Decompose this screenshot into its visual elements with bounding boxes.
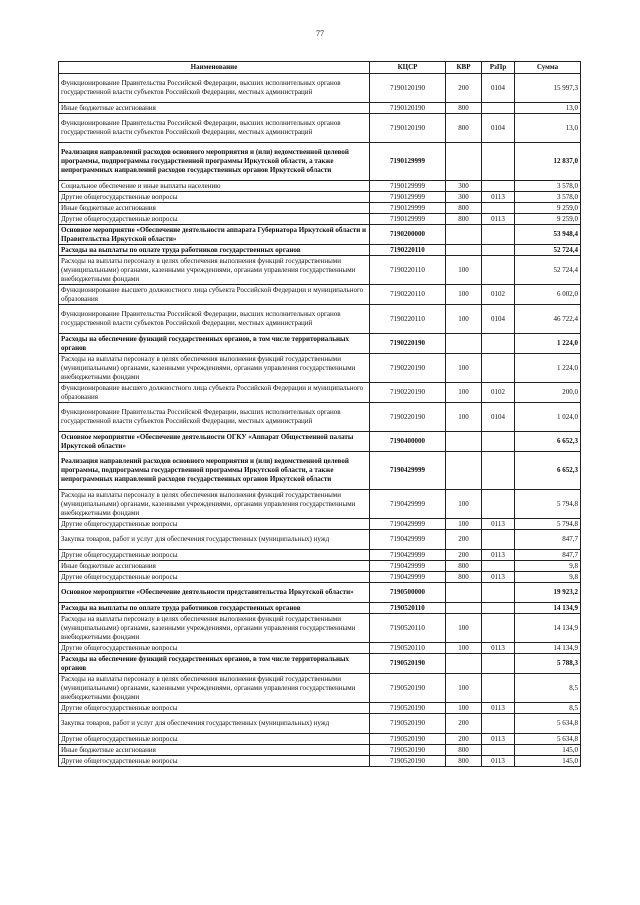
- cell-kvr: 800: [446, 756, 482, 767]
- cell-kvr: 100: [446, 519, 482, 530]
- cell-kcsr: 7190220190: [370, 383, 446, 403]
- cell-kcsr: 7190429999: [370, 530, 446, 550]
- cell-kcsr: 7190429999: [370, 519, 446, 530]
- table-row: [59, 583, 581, 603]
- cell-sum: 5 634,8: [515, 734, 581, 745]
- cell-kcsr: 7190429999: [370, 452, 446, 490]
- table-row: [59, 745, 581, 756]
- table-row: [59, 285, 581, 305]
- cell-name: Другие общегосударственные вопросы: [59, 703, 370, 714]
- cell-kcsr: 7190520190: [370, 674, 446, 703]
- cell-name: Другие общегосударственные вопросы: [59, 192, 370, 203]
- cell-kvr: 100: [446, 703, 482, 714]
- table-row: [59, 403, 581, 432]
- cell-sum: 5 794,8: [515, 519, 581, 530]
- cell-kvr: 800: [446, 203, 482, 214]
- cell-kvr: [446, 334, 482, 354]
- table-row: [59, 203, 581, 214]
- cell-rzpr: [482, 256, 515, 285]
- cell-sum: 52 724,4: [515, 245, 581, 256]
- table-row: [59, 572, 581, 583]
- table-header-row: [59, 62, 581, 74]
- cell-sum: 14 134,9: [515, 614, 581, 643]
- cell-sum: 46 722,4: [515, 305, 581, 334]
- cell-rzpr: 0102: [482, 383, 515, 403]
- cell-kvr: 100: [446, 490, 482, 519]
- cell-name: Другие общегосударственные вопросы: [59, 214, 370, 225]
- cell-name: Социальное обеспечение и иные выплаты населению: [59, 181, 370, 192]
- cell-sum: 13,0: [515, 114, 581, 143]
- cell-kcsr: 7190120190: [370, 114, 446, 143]
- cell-kvr: 800: [446, 103, 482, 114]
- cell-kvr: [446, 225, 482, 245]
- cell-name: Расходы на выплаты персоналу в целях обеспечения выполнения функций государственными (муниципальными) органами, казенными учреждениями, органами управления государственными внебюджетными фондами: [59, 354, 370, 383]
- cell-kvr: 100: [446, 614, 482, 643]
- table-row: [59, 703, 581, 714]
- cell-sum: 1 024,0: [515, 403, 581, 432]
- cell-name: Расходы на выплаты по оплате труда работников государственных органов: [59, 245, 370, 256]
- cell-sum: 52 724,4: [515, 256, 581, 285]
- cell-sum: 847,7: [515, 550, 581, 561]
- cell-sum: 5 788,3: [515, 654, 581, 674]
- cell-rzpr: 0113: [482, 734, 515, 745]
- cell-rzpr: 0104: [482, 114, 515, 143]
- cell-kvr: [446, 583, 482, 603]
- cell-name: Функционирование Правительства Российской Федерации, высших исполнительных органов государственной власти субъектов Российской Федерации, местных администраций: [59, 74, 370, 103]
- cell-sum: 847,7: [515, 530, 581, 550]
- cell-kvr: 800: [446, 214, 482, 225]
- cell-sum: 3 578,0: [515, 192, 581, 203]
- cell-name: Закупка товаров, работ и услуг для обеспечения государственных (муниципальных) нужд: [59, 714, 370, 734]
- table-row: [59, 143, 581, 181]
- cell-sum: 14 134,9: [515, 603, 581, 614]
- cell-kcsr: 7190429999: [370, 550, 446, 561]
- cell-rzpr: [482, 654, 515, 674]
- table-row: [59, 354, 581, 383]
- cell-rzpr: [482, 452, 515, 490]
- cell-rzpr: 0113: [482, 192, 515, 203]
- cell-kvr: 100: [446, 285, 482, 305]
- cell-kvr: 200: [446, 550, 482, 561]
- column-header-rzpr: РзПр: [482, 62, 515, 74]
- cell-rzpr: [482, 432, 515, 452]
- cell-kcsr: 7190429999: [370, 490, 446, 519]
- cell-kvr: [446, 452, 482, 490]
- cell-kcsr: 7190520190: [370, 756, 446, 767]
- cell-rzpr: [482, 354, 515, 383]
- cell-name: Другие общегосударственные вопросы: [59, 572, 370, 583]
- cell-kvr: 300: [446, 181, 482, 192]
- cell-kcsr: 7190520190: [370, 745, 446, 756]
- cell-sum: 6 652,3: [515, 452, 581, 490]
- cell-name: Функционирование Правительства Российской Федерации, высших исполнительных органов государственной власти субъектов Российской Федерации, местных администраций: [59, 305, 370, 334]
- cell-kcsr: 7190500000: [370, 583, 446, 603]
- cell-rzpr: [482, 103, 515, 114]
- table-row: [59, 305, 581, 334]
- cell-name: Другие общегосударственные вопросы: [59, 643, 370, 654]
- page-number: 77: [316, 29, 324, 38]
- cell-name: Расходы на выплаты персоналу в целях обеспечения выполнения функций государственными (муниципальными) органами, казенными учреждениями, органами управления государственными внебюджетными фондами: [59, 614, 370, 643]
- cell-rzpr: 0113: [482, 214, 515, 225]
- table-row: [59, 74, 581, 103]
- cell-sum: 1 224,0: [515, 354, 581, 383]
- cell-kcsr: 7190429999: [370, 561, 446, 572]
- column-header-kcsr: КЦСР: [370, 62, 446, 74]
- table-row: [59, 432, 581, 452]
- table-row: [59, 452, 581, 490]
- cell-name: Другие общегосударственные вопросы: [59, 550, 370, 561]
- cell-kvr: 200: [446, 530, 482, 550]
- table-row: [59, 519, 581, 530]
- cell-kcsr: 7190520110: [370, 643, 446, 654]
- cell-sum: 145,0: [515, 756, 581, 767]
- cell-rzpr: 0113: [482, 550, 515, 561]
- cell-sum: 5 634,8: [515, 714, 581, 734]
- cell-name: Функционирование Правительства Российской Федерации, высших исполнительных органов государственной власти субъектов Российской Федерации, местных администраций: [59, 403, 370, 432]
- cell-name: Расходы на обеспечение функций государственных органов, в том числе территориальных органов: [59, 334, 370, 354]
- table-row: [59, 756, 581, 767]
- cell-sum: 6 002,0: [515, 285, 581, 305]
- cell-kcsr: 7190520190: [370, 714, 446, 734]
- cell-kcsr: 7190129999: [370, 181, 446, 192]
- cell-name: Расходы на выплаты персоналу в целях обеспечения выполнения функций государственными (муниципальными) органами, казенными учреждениями, органами управления государственными внебюджетными фондами: [59, 256, 370, 285]
- cell-rzpr: [482, 225, 515, 245]
- table-row: [59, 614, 581, 643]
- cell-rzpr: 0102: [482, 285, 515, 305]
- cell-kvr: [446, 432, 482, 452]
- table-body: [59, 74, 581, 767]
- cell-kcsr: 7190200000: [370, 225, 446, 245]
- cell-rzpr: [482, 745, 515, 756]
- cell-rzpr: [482, 203, 515, 214]
- cell-kcsr: 7190520190: [370, 654, 446, 674]
- cell-kvr: [446, 654, 482, 674]
- cell-rzpr: 0104: [482, 74, 515, 103]
- table-row: [59, 490, 581, 519]
- cell-rzpr: [482, 530, 515, 550]
- cell-name: Основное мероприятие «Обеспечение деятельности ОГКУ «Аппарат Общественной палаты Иркутской области»: [59, 432, 370, 452]
- cell-kvr: 100: [446, 674, 482, 703]
- cell-sum: 14 134,9: [515, 643, 581, 654]
- cell-sum: 19 923,2: [515, 583, 581, 603]
- cell-kcsr: 7190429999: [370, 572, 446, 583]
- cell-name: Закупка товаров, работ и услуг для обеспечения государственных (муниципальных) нужд: [59, 530, 370, 550]
- cell-kcsr: 7190520190: [370, 734, 446, 745]
- table-row: [59, 245, 581, 256]
- cell-kvr: 100: [446, 643, 482, 654]
- cell-kvr: [446, 603, 482, 614]
- cell-kvr: 800: [446, 561, 482, 572]
- table-row: [59, 192, 581, 203]
- cell-name: Иные бюджетные ассигнования: [59, 745, 370, 756]
- cell-name: Расходы на обеспечение функций государственных органов, в том числе территориальных органов: [59, 654, 370, 674]
- cell-kcsr: 7190520190: [370, 703, 446, 714]
- cell-kvr: 100: [446, 383, 482, 403]
- cell-rzpr: 0113: [482, 756, 515, 767]
- column-header-kvr: КВР: [446, 62, 482, 74]
- cell-rzpr: 0113: [482, 703, 515, 714]
- cell-rzpr: 0113: [482, 643, 515, 654]
- cell-name: Иные бюджетные ассигнования: [59, 203, 370, 214]
- cell-rzpr: [482, 143, 515, 181]
- column-header-name: Наименование: [59, 62, 370, 74]
- cell-sum: 9,8: [515, 561, 581, 572]
- cell-sum: 53 948,4: [515, 225, 581, 245]
- cell-rzpr: 0113: [482, 519, 515, 530]
- cell-rzpr: [482, 674, 515, 703]
- cell-rzpr: 0104: [482, 305, 515, 334]
- cell-rzpr: [482, 614, 515, 643]
- table-row: [59, 383, 581, 403]
- cell-sum: 15 997,3: [515, 74, 581, 103]
- cell-name: Реализация направлений расходов основного мероприятия и (или) ведомственной целевой программы, подпрограммы государственной программы Иркутской области, а также непрограммных направлений расходов государственных органов Иркутской области: [59, 452, 370, 490]
- table-row: [59, 654, 581, 674]
- cell-kcsr: 7190129999: [370, 203, 446, 214]
- cell-name: Функционирование высшего должностного лица субъекта Российской Федерации и муниципального образования: [59, 285, 370, 305]
- cell-kcsr: 7190120190: [370, 74, 446, 103]
- cell-kvr: 100: [446, 403, 482, 432]
- cell-sum: 8,5: [515, 674, 581, 703]
- table-row: [59, 103, 581, 114]
- cell-rzpr: [482, 583, 515, 603]
- cell-rzpr: [482, 603, 515, 614]
- table-row: [59, 114, 581, 143]
- cell-rzpr: [482, 181, 515, 192]
- cell-kcsr: 7190220110: [370, 245, 446, 256]
- cell-name: Другие общегосударственные вопросы: [59, 734, 370, 745]
- table-row: [59, 225, 581, 245]
- cell-sum: 200,0: [515, 383, 581, 403]
- cell-kvr: 800: [446, 745, 482, 756]
- cell-sum: 5 794,8: [515, 490, 581, 519]
- table-row: [59, 674, 581, 703]
- cell-name: Реализация направлений расходов основного мероприятия и (или) ведомственной целевой программы, подпрограммы государственной программы Иркутской области, а также непрограммных направлений расходов государственных органов Иркутской области: [59, 143, 370, 181]
- cell-kvr: 800: [446, 114, 482, 143]
- cell-kvr: [446, 143, 482, 181]
- table-row: [59, 734, 581, 745]
- cell-kcsr: 7190220110: [370, 256, 446, 285]
- table-row: [59, 181, 581, 192]
- table-row: [59, 603, 581, 614]
- cell-sum: 145,0: [515, 745, 581, 756]
- cell-sum: 6 652,3: [515, 432, 581, 452]
- cell-sum: 9 259,0: [515, 203, 581, 214]
- cell-kvr: 100: [446, 354, 482, 383]
- cell-sum: 8,5: [515, 703, 581, 714]
- cell-rzpr: 0104: [482, 403, 515, 432]
- table-row: [59, 530, 581, 550]
- cell-kcsr: 7190220110: [370, 305, 446, 334]
- cell-name: Основное мероприятие «Обеспечение деятельности представительства Иркутской области»: [59, 583, 370, 603]
- column-header-sum: Сумма: [515, 62, 581, 74]
- cell-kvr: [446, 245, 482, 256]
- table-row: [59, 334, 581, 354]
- cell-kvr: 200: [446, 74, 482, 103]
- table-row: [59, 256, 581, 285]
- budget-table: [58, 61, 581, 767]
- cell-sum: 12 837,0: [515, 143, 581, 181]
- cell-kcsr: 7190220190: [370, 403, 446, 432]
- cell-rzpr: [482, 334, 515, 354]
- cell-kvr: 100: [446, 305, 482, 334]
- cell-kcsr: 7190400000: [370, 432, 446, 452]
- cell-sum: 1 224,0: [515, 334, 581, 354]
- cell-kcsr: 7190120190: [370, 103, 446, 114]
- cell-name: Функционирование Правительства Российской Федерации, высших исполнительных органов государственной власти субъектов Российской Федерации, местных администраций: [59, 114, 370, 143]
- cell-name: Основное мероприятие «Обеспечение деятельности аппарата Губернатора Иркутской области и Правительства Иркутской области»: [59, 225, 370, 245]
- cell-rzpr: [482, 245, 515, 256]
- cell-sum: 9,8: [515, 572, 581, 583]
- cell-name: Функционирование высшего должностного лица субъекта Российской Федерации и муниципального образования: [59, 383, 370, 403]
- cell-rzpr: [482, 561, 515, 572]
- cell-name: Расходы на выплаты персоналу в целях обеспечения выполнения функций государственными (муниципальными) органами, казенными учреждениями, органами управления государственными внебюджетными фондами: [59, 490, 370, 519]
- table-row: [59, 214, 581, 225]
- cell-rzpr: [482, 490, 515, 519]
- cell-name: Другие общегосударственные вопросы: [59, 756, 370, 767]
- cell-sum: 3 578,0: [515, 181, 581, 192]
- cell-kcsr: 7190220190: [370, 334, 446, 354]
- cell-kcsr: 7190220190: [370, 354, 446, 383]
- cell-kcsr: 7190520110: [370, 614, 446, 643]
- cell-kcsr: 7190129999: [370, 192, 446, 203]
- cell-name: Другие общегосударственные вопросы: [59, 519, 370, 530]
- cell-kvr: 100: [446, 256, 482, 285]
- table-row: [59, 643, 581, 654]
- cell-kcsr: 7190220110: [370, 285, 446, 305]
- table-row: [59, 714, 581, 734]
- cell-kvr: 800: [446, 572, 482, 583]
- cell-rzpr: [482, 714, 515, 734]
- cell-sum: 13,0: [515, 103, 581, 114]
- cell-kcsr: 7190129999: [370, 214, 446, 225]
- table-row: [59, 561, 581, 572]
- cell-kvr: 200: [446, 734, 482, 745]
- cell-name: Расходы на выплаты персоналу в целях обеспечения выполнения функций государственными (муниципальными) органами, казенными учреждениями, органами управления государственными внебюджетными фондами: [59, 674, 370, 703]
- cell-kvr: 300: [446, 192, 482, 203]
- cell-rzpr: 0113: [482, 572, 515, 583]
- cell-kcsr: 7190129999: [370, 143, 446, 181]
- cell-sum: 9 259,0: [515, 214, 581, 225]
- cell-name: Иные бюджетные ассигнования: [59, 103, 370, 114]
- cell-name: Иные бюджетные ассигнования: [59, 561, 370, 572]
- cell-name: Расходы на выплаты по оплате труда работников государственных органов: [59, 603, 370, 614]
- table-row: [59, 550, 581, 561]
- cell-kvr: 200: [446, 714, 482, 734]
- cell-kcsr: 7190520110: [370, 603, 446, 614]
